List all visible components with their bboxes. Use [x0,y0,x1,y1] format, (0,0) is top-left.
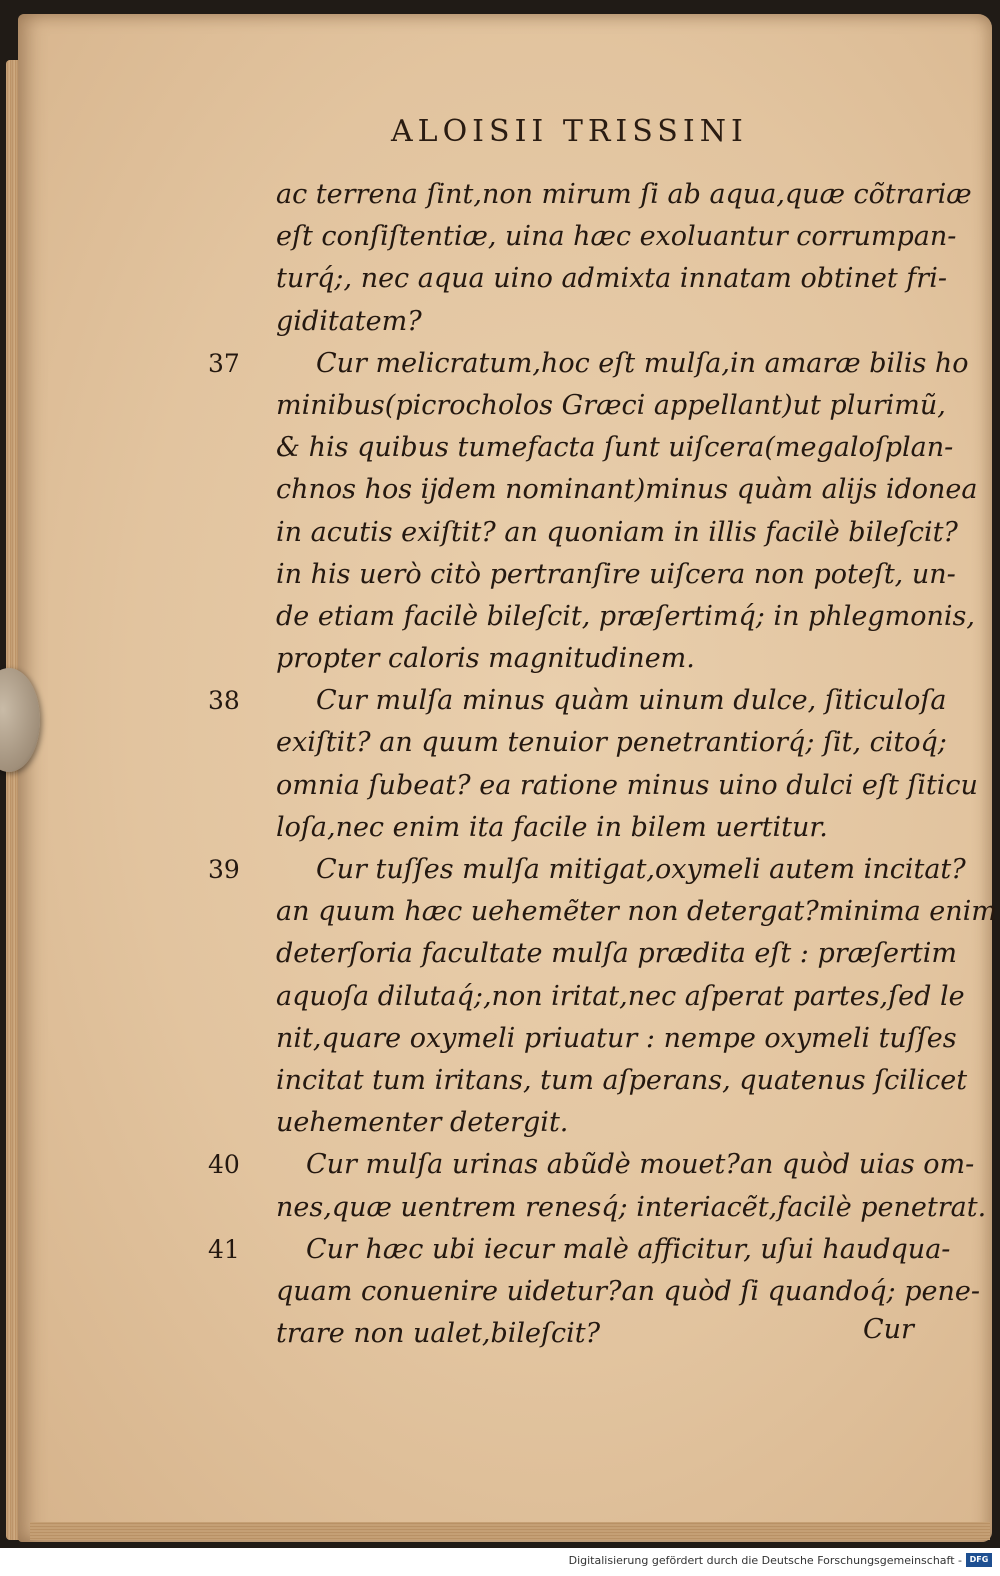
line-text: in his uerò citò pertranſire uiſcera non poteſt, un- [276,558,956,590]
text-line [208,1187,987,1229]
line-text: nes,quæ uentrem renesq́; interiacẽt,facilè penetrat. [276,1191,987,1223]
running-header: ALOISII TRISSINI [391,114,748,149]
line-text: omnia ſubeat? ea ratione minus uino dulci eſt ſiticu [276,769,978,801]
line-text: chnos hos ijdem nominant)minus quàm alijs idonea [276,474,978,506]
text-line [208,1060,968,1102]
text-line [208,258,947,300]
text-line [208,1313,928,1355]
line-text: Cur tuſſes mulſa mitigat,oxymeli autem incitat? [316,854,966,885]
text-line [208,680,947,722]
text-line [208,807,928,849]
text-line [208,1102,928,1144]
text-line [208,343,969,385]
line-text: an quum hæc uehemẽter non detergat?minima enim [276,896,997,928]
line-text: turq́;, nec aqua uino admixta innatam obtinet fri- [276,263,947,295]
body-text [208,174,997,1355]
line-text: aquoſa dilutaq́;,non iritat,nec aſperat partes,ſed le [276,980,965,1012]
dfg-logo: DFG [966,1553,992,1567]
line-text: quam conuenire uidetur?an quòd ſi quandoq́; pene- [276,1275,980,1307]
line-text: exiſtit? an quum tenuior penetrantiorq́; ſit, citoq́; [276,727,947,759]
line-text: & his quibus tumefacta ſunt uiſcera(megaloſplan- [276,432,954,464]
text-line [208,849,966,891]
line-text: minibus(picrocholos Græci appellant)ut plurimũ, [276,389,946,421]
text-line [208,638,928,680]
line-text: propter caloris magnitudinem. [276,643,695,675]
line-text: ac terrena ſint,non mirum ſi ab aqua,quæ cõtrariæ [276,179,972,210]
text-line [208,512,958,554]
text-line [208,933,957,975]
section-number: 39 [208,855,240,884]
footer-credit: Digitalisierung gefördert durch die Deutsche Forschungsgemeinschaft - [568,1554,962,1567]
section-number: 37 [208,348,240,378]
text-line [208,385,946,427]
line-text: eſt conſiſtentiæ, uina hæc exoluantur corrumpan- [276,221,957,253]
line-text: nit,quare oxymeli priuatur : nempe oxymeli tuſſes [276,1022,957,1054]
text-line [208,554,956,596]
text-line [208,596,975,638]
line-text: uehementer detergit. [276,1107,569,1139]
book-page [18,14,997,1542]
line-text: incitat tum iritans, tum aſperans, quatenus ſcilicet [276,1064,968,1096]
line-text: Cur melicratum,hoc eſt mulſa,in amaræ bilis ho [316,347,969,379]
text-line [208,765,978,807]
text-line [208,1018,957,1060]
text-line [208,976,965,1018]
text-line [208,1229,951,1271]
line-text: deterſoria facultate mulſa prædita eſt : præſertim [276,938,957,970]
text-line [208,891,997,933]
line-text: trare non ualet,bileſcit? [276,1318,601,1350]
text-line [208,722,947,764]
line-text: Cur hæc ubi iecur malè afficitur, uſui haudqua- [306,1233,951,1265]
text-line [208,174,972,216]
line-text: giditatem? [276,305,422,337]
section-number: 38 [208,686,240,716]
line-text: Cur mulſa minus quàm uinum dulce, ſiticuloſa [316,685,947,717]
digitization-footer [0,1548,1000,1576]
text-line [208,1144,975,1186]
section-number: 41 [208,1234,240,1264]
text-line [208,216,957,258]
text-line [208,469,978,511]
line-text: de etiam facilè bileſcit, præſertimq́; in phlegmonis, [276,600,975,632]
page-edges-bottom [30,1522,990,1540]
line-text: in acutis exiſtit? an quoniam in illis facilè bileſcit? [276,516,958,548]
text-line [208,427,954,469]
line-text: loſa,nec enim ita facile in bilem uertitur. [276,811,828,843]
text-line [208,301,928,343]
line-text: Cur mulſa urinas abũdè mouet?an quòd uias om- [306,1149,975,1181]
section-number: 40 [208,1150,240,1180]
catchword: Cur [863,1314,914,1345]
text-line [208,1271,980,1313]
